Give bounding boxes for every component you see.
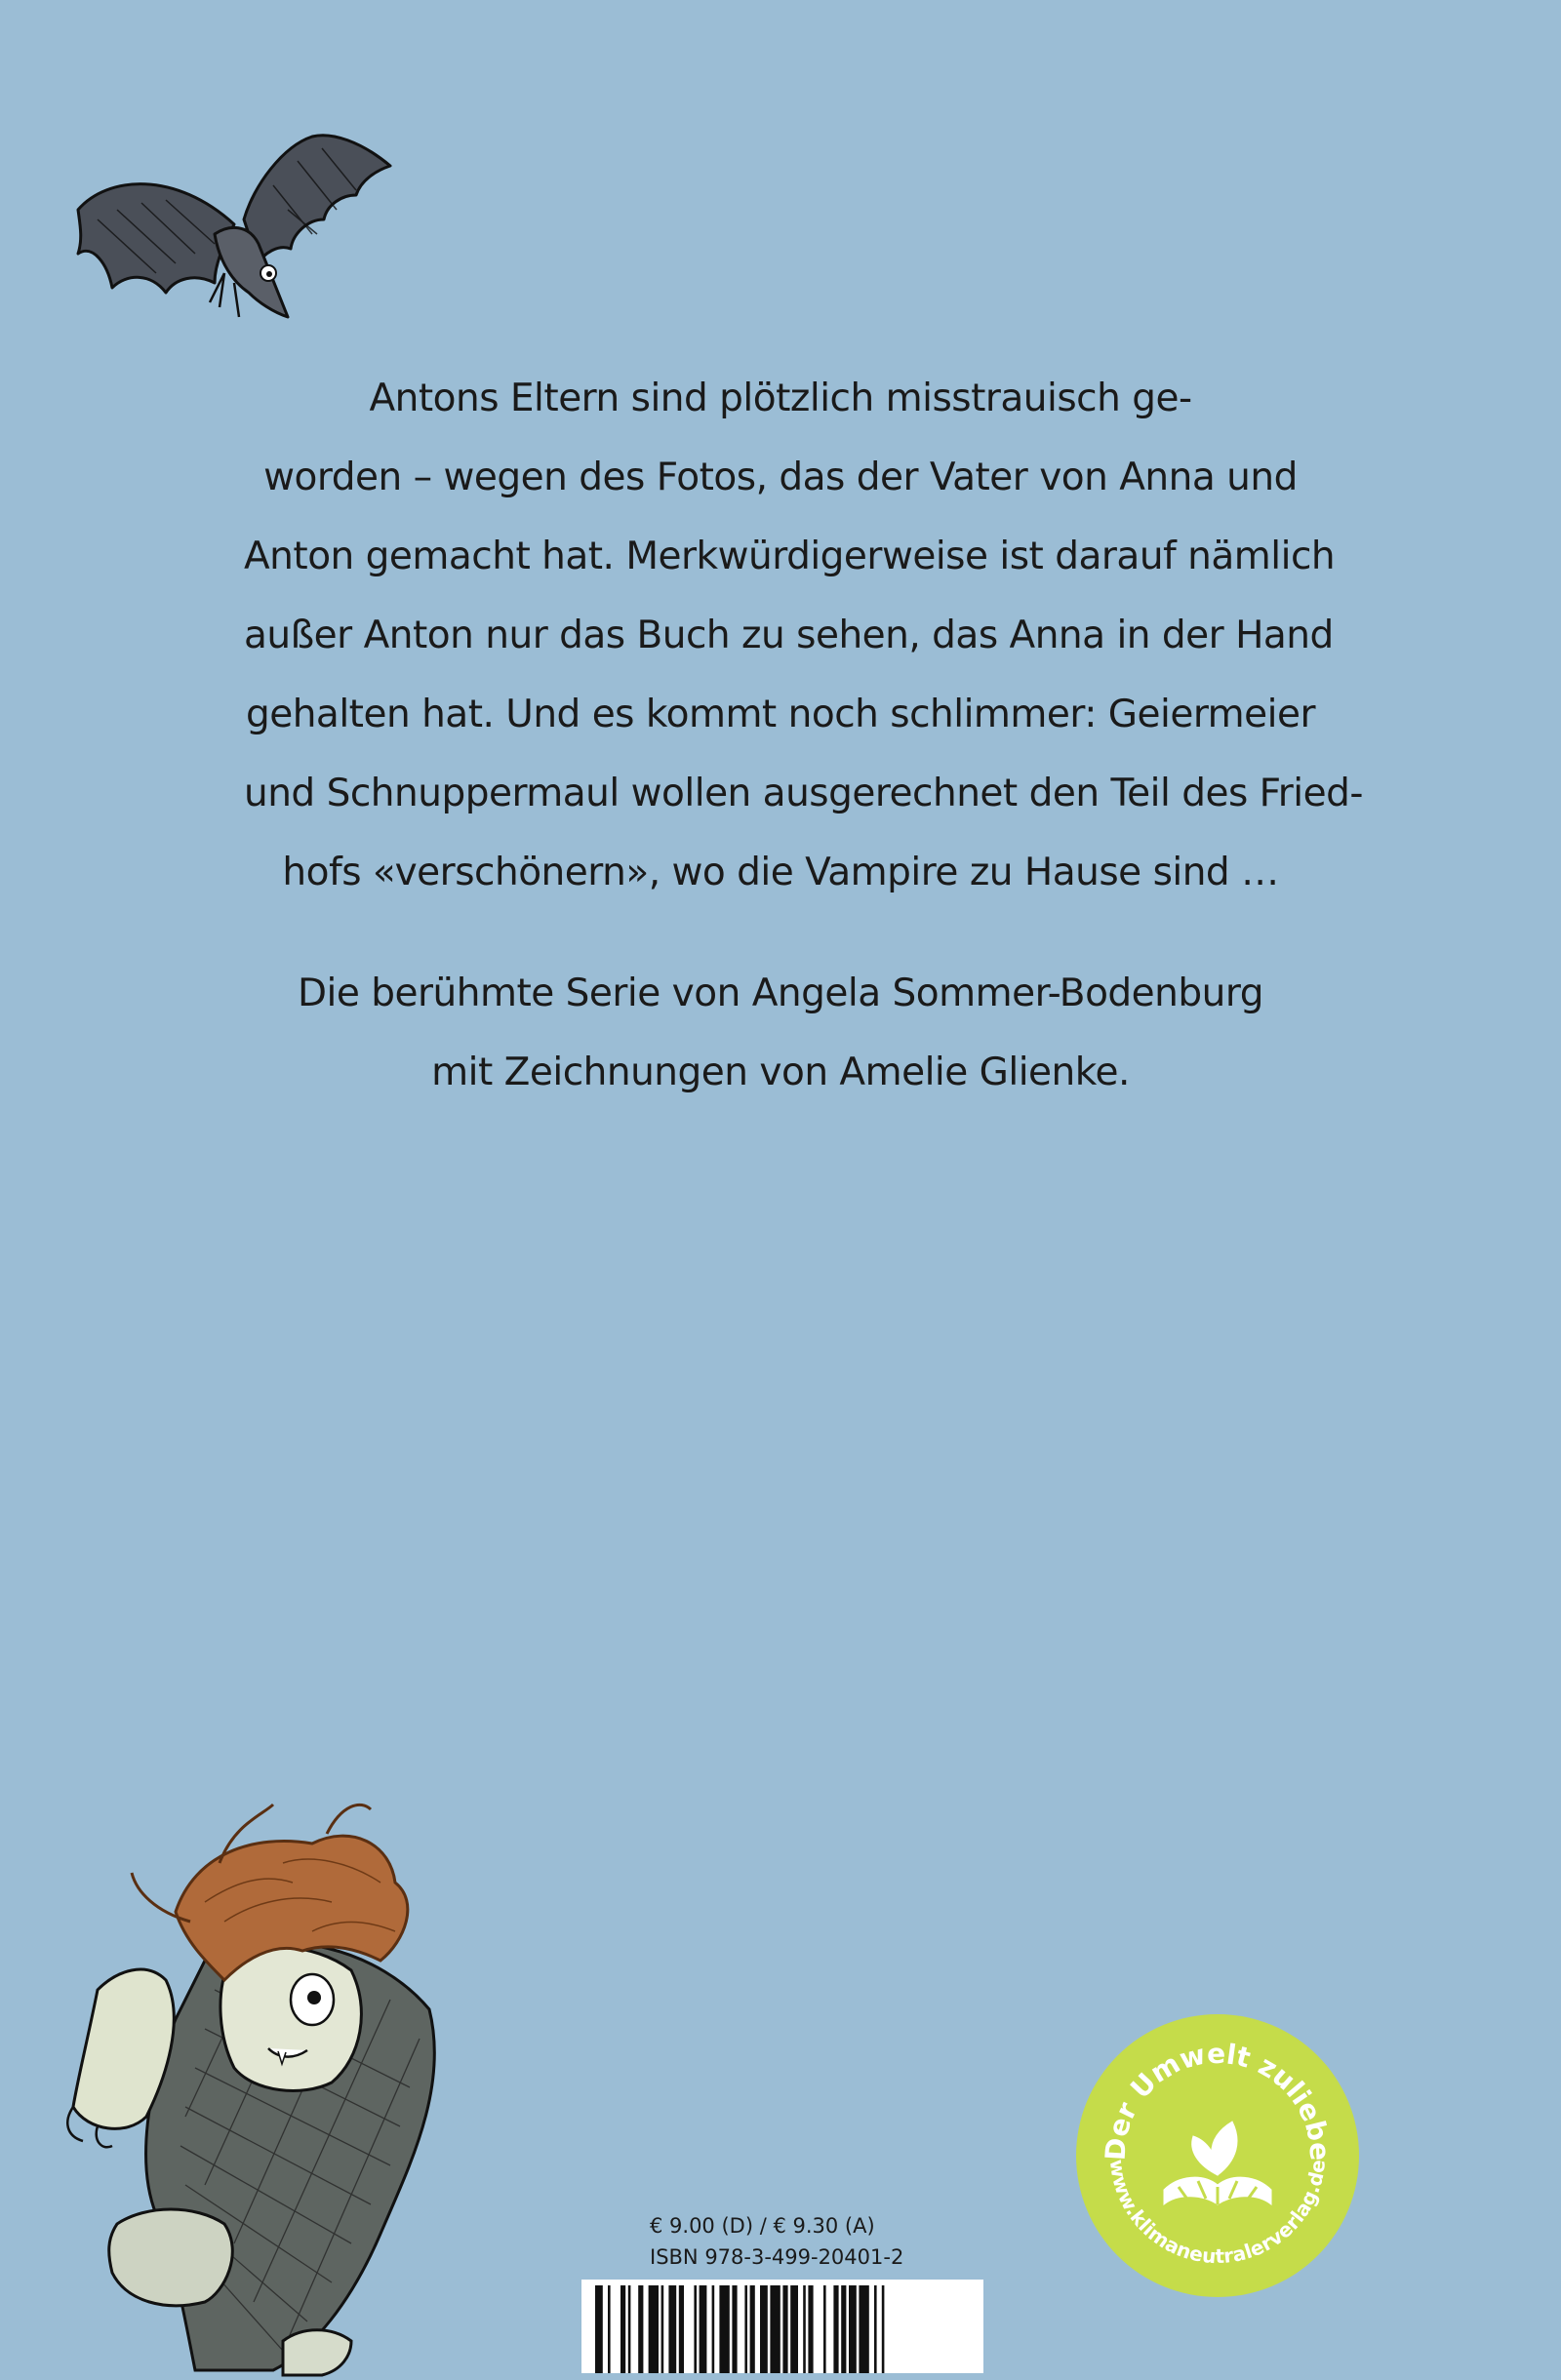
blurb-line: außer Anton nur das Buch zu sehen, das Anna in der Hand xyxy=(244,614,1334,657)
barcode-bar xyxy=(719,2285,729,2373)
barcode-bar xyxy=(595,2285,603,2373)
barcode-bar xyxy=(628,2285,631,2373)
barcode-bar xyxy=(712,2285,715,2373)
barcode-bar xyxy=(638,2285,643,2373)
seal-url: www.klimaneutralerverlag.de xyxy=(1104,2158,1331,2269)
blurb-line: und Schnuppermaul wollen ausgerechnet den Teil des Fried- xyxy=(244,772,1363,815)
blurb-line: Antons Eltern sind plötzlich misstrauisch ge- xyxy=(369,377,1192,420)
barcode-bar xyxy=(620,2285,625,2373)
barcode-bar xyxy=(808,2285,813,2373)
blurb-line: hofs «verschönern», wo die Vampire zu Hause sind … xyxy=(282,851,1279,894)
credits-line: Die berühmte Serie von Angela Sommer-Bodenburg xyxy=(298,972,1263,1015)
barcode-bar xyxy=(649,2285,659,2373)
barcode-bar xyxy=(694,2285,697,2373)
barcode-bar xyxy=(732,2285,737,2373)
barcode-bar xyxy=(744,2285,747,2373)
barcode-bar xyxy=(849,2285,857,2373)
barcode-bar xyxy=(823,2285,826,2373)
blurb-text xyxy=(244,359,1363,912)
barcode-bar xyxy=(700,2285,707,2373)
barcode-bar xyxy=(790,2285,798,2373)
blurb-line: gehalten hat. Und es kommt noch schlimmer: Geiermeier xyxy=(245,693,1316,736)
barcode-bar xyxy=(782,2285,787,2373)
barcode-bar xyxy=(661,2285,664,2373)
credits-line: mit Zeichnungen von Amelie Glienke. xyxy=(431,1051,1130,1094)
barcode xyxy=(581,2280,983,2373)
barcode-bar xyxy=(770,2285,780,2373)
barcode-bar xyxy=(841,2285,846,2373)
barcode-bar xyxy=(750,2285,755,2373)
seal-text: Der Umwelt zuliebe xyxy=(1099,2037,1337,2162)
barcode-bar xyxy=(874,2285,877,2373)
barcode-bar xyxy=(608,2285,611,2373)
price-block xyxy=(650,2210,903,2273)
bat-illustration xyxy=(68,127,405,327)
barcode-bar xyxy=(679,2285,684,2373)
credits-text xyxy=(244,954,1317,1112)
barcode-bar xyxy=(859,2285,868,2373)
blurb-line: worden – wegen des Fotos, das der Vater von Anna und xyxy=(263,456,1298,499)
price-label: € 9.00 (D) / € 9.30 (A) xyxy=(650,2214,875,2238)
isbn-label: ISBN 978-3-499-20401-2 xyxy=(650,2245,904,2269)
blurb-line: Anton gemacht hat. Merkwürdigerweise ist darauf nämlich xyxy=(244,535,1336,578)
vampire-child-illustration xyxy=(59,1795,663,2380)
eco-seal xyxy=(1071,2009,1364,2302)
barcode-bar xyxy=(668,2285,676,2373)
barcode-bar xyxy=(882,2285,885,2373)
barcode-bar xyxy=(833,2285,838,2373)
barcode-bar xyxy=(803,2285,806,2373)
barcode-bar xyxy=(760,2285,768,2373)
